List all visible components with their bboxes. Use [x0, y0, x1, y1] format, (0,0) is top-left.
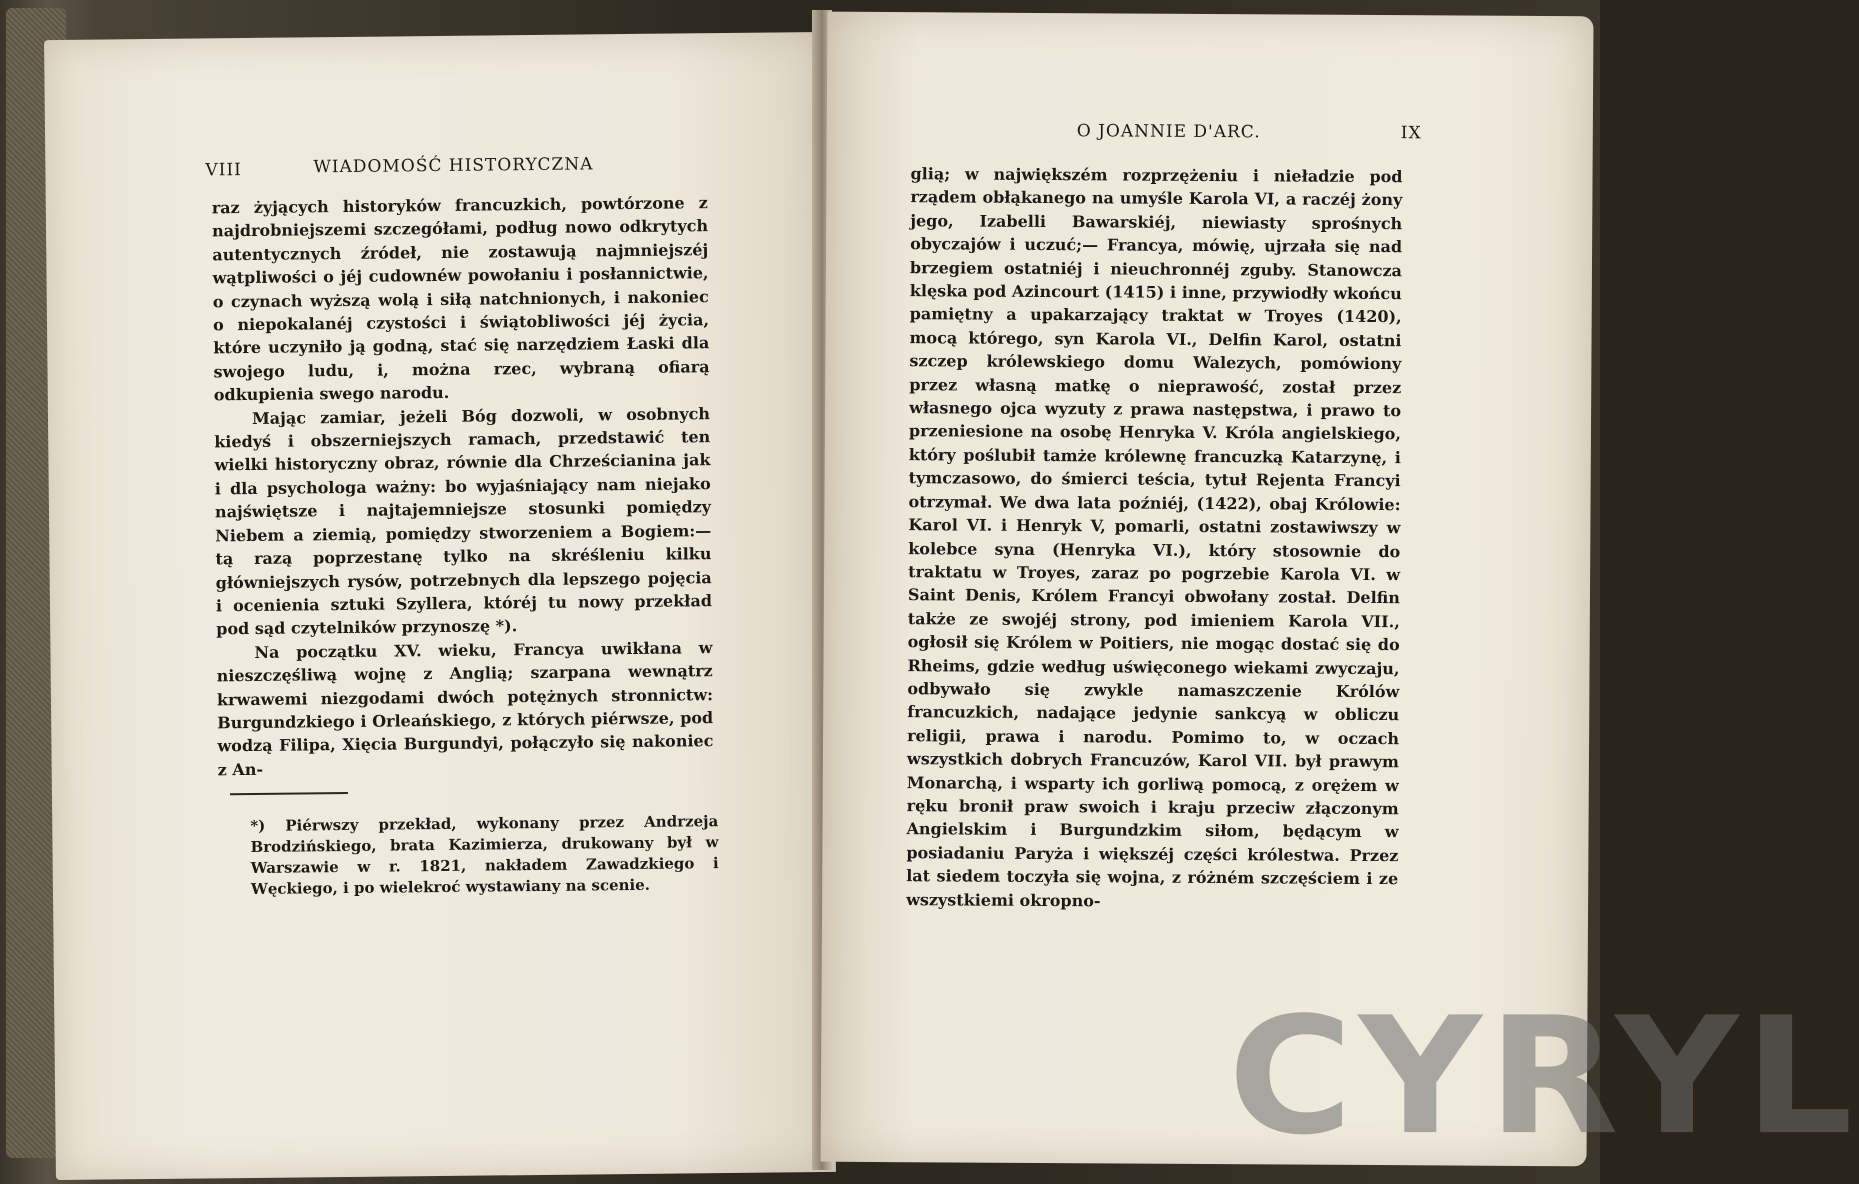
watermark-logo: CYRYL	[1228, 982, 1859, 1172]
running-head-left: WIADOMOŚĆ HISTORYCZNA	[313, 154, 594, 178]
right-body-text	[906, 162, 1403, 914]
left-paragraph-2: Mając zamiar, jeżeli Bóg dozwoli, w osobnych kiedyś i obszerniejszych ramach, przedstawić ten wielki historyczny obraz, równie dla Chrześcianina jak i dla psychologa ważny: bo wyjaśniający nam niejako najświętsze i najtajemniejsze stosunki pomiędzy Niebem a ziemią, pomiędzy stworzeniem a Bogiem:— tą razą poprzestanę tylko na skréśleniu kilku główniejszych rysów, potrzebnych dla lepszego pojęcia i ocenienia sztuki Szyllera, któréj tu nowy przekład pod sąd czytelników przynoszę *).	[214, 403, 713, 639]
right-paragraph-1: glią; w największém rozprzężeniu i nieładzie pod rządem obłąkanego na umyśle Karola VI, a raczéj żony jego, Izabelli Bawarskiéj, niewiasty sprośnych obyczajów i uczuć;— Francya, mówię, ujrzała się nad brzegiem ostatniéj i nieuchronnéj zguby. Stanowcza klęska pod Azincourt (1415) i inne, przywiodły wkońcu pamiętny a upakarzający traktat w Troyes (1420), mocą którego, syn Karola VI., Delfin Karol, ostatni szczep królewskiego domu Walezych, pomówiony przez własną matkę o nieprawość, został przez własnego ojca wyzuty z prawa następstwa, i prawo to przeniesione na osobę Henryka V. Króla angielskiego, który poślubił tamże królewnę francuzką Katarzynę, i tymczasowo, do śmierci teścia, tytuł Rejenta Francyi otrzymał. We dwa lata poźniéj, (1422), obaj Królowie: Karol VI. i Henryk V, pomarli, ostatni zostawiwszy w kolebce syna (Henryka VI.), który stosownie do traktatu w Troyes, zaraz po pogrzebie Karola VI. w Saint Denis, Królem Francyi obwołany został. Delfin także ze swojéj strony, pod imieniem Karola VII., ogłosił się Królem w Poitiers, nie mogąc dostać się do Rheims, gdzie według uświęconego wiekami zwyczaju, odbywało się zwykle namaszczenie Królów francuzkich, nadające jedynie sankcyą w obliczu religii, prawa i narodu. Pomimo to, w oczach wszystkich dobrych Francuzów, Karol VII. był prawym Monarchą, i wsparty ich gorliwą pomocą, z orężem w ręku bronił praw swoich i kraju przeciw złączonym Angielskim i Burgundzkim siłom, będącym w posiadaniu Paryża i większéj części królestwa. Przez lat siedem toczyła się wojna, z różném szczęściem i ze wszystkiemi okropno-	[906, 164, 1403, 910]
left-paragraph-1: raz żyjących historyków francuzkich, powtórzone z najdrobniejszemi szczegółami, podług nowo odkrytych autentycznych źródeł, nie zostawują najmniejszéj wątpliwości o jéj cudownéw powołaniu i posłannictwie, o czynach wyższą wolą i siłą natchnionych, i nakoniec o niepokalanéj czystości i świątobliwości jéj życia, które uczyniło ją godną, stać się narzędziem Łaski dla swojego ludu, i, można rzec, wybraną ofiarą odkupienia swego narodu.	[211, 193, 710, 405]
footnote-rule	[230, 792, 348, 795]
running-head-right: O JOANNIE D'ARC.	[1076, 121, 1261, 143]
left-page	[44, 32, 836, 1180]
left-body-text	[212, 191, 714, 781]
left-paragraph-3: Na początku XV. wieku, Francya uwikłana w nieszczęśliwą wojnę z Anglią; szarpana wewnątrz krwawemi niezgodami dwóch potężnych stronnictw: Burgundzkiego i Orleańskiego, z których piérwsze, pod wodzą Filipa, Xięcia Burgundyi, połączyło się nakoniec z An-	[216, 637, 714, 780]
footnote: *) Piérwszy przekład, wykonany przez Andrzeja Brodzińskiego, brata Kazimierza, drukowany był w Warszawie w r. 1821, nakładem Zawadzkiego i Węckiego, i po wielekroć wystawiany na scenie.	[250, 812, 719, 898]
page-number-left: VIII	[205, 160, 242, 181]
page-number-right: IX	[1400, 123, 1422, 144]
